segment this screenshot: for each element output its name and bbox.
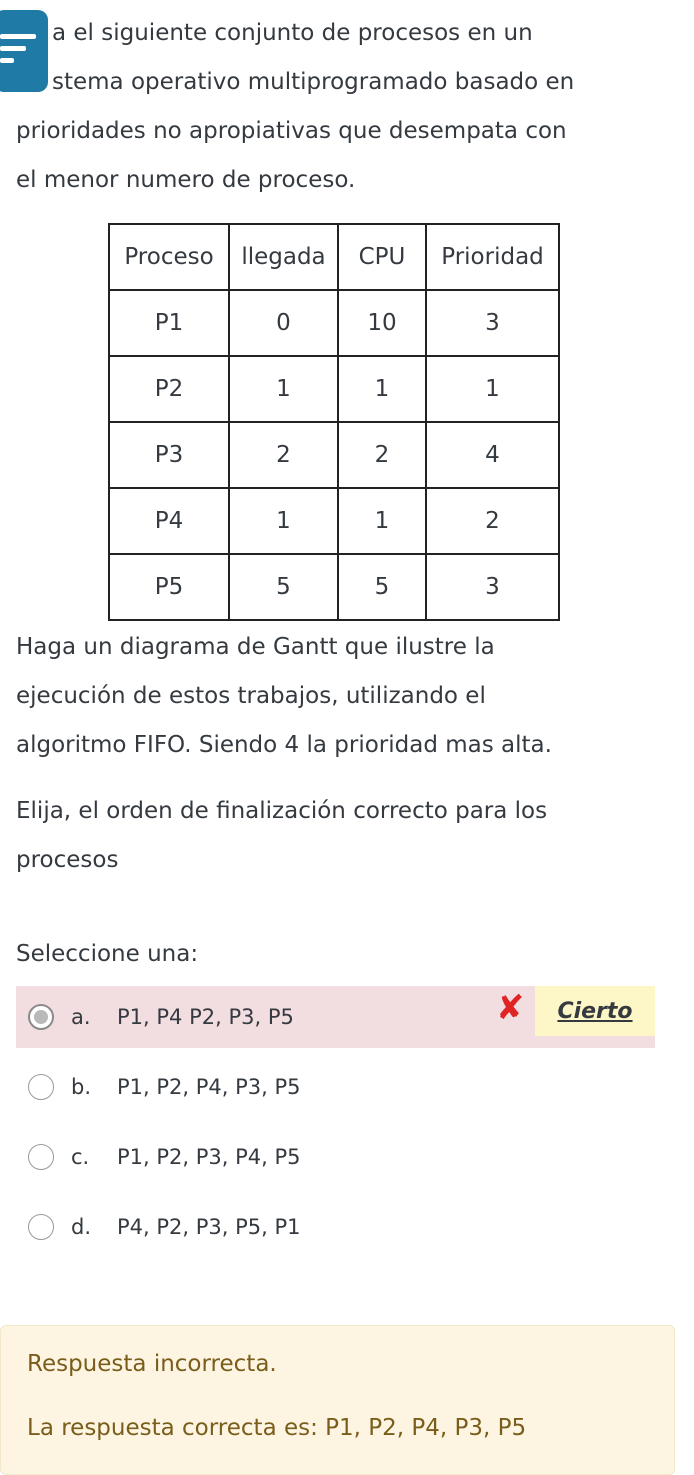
feedback-correct-answer: La respuesta correcta es: P1, P2, P4, P3, P5 <box>27 1415 527 1441</box>
table-cell: P1 <box>109 290 229 356</box>
feedback-panel <box>0 1325 675 1475</box>
table-row <box>109 422 559 488</box>
option-label: P4, P2, P3, P5, P1 <box>117 1215 301 1239</box>
intro-line: stema operativo multiprogramado basado en <box>52 69 575 95</box>
table-row <box>109 290 559 356</box>
drawer-toggle-button[interactable] <box>0 10 48 92</box>
table-cell: 1 <box>426 356 559 422</box>
table-cell: P3 <box>109 422 229 488</box>
radio-button[interactable] <box>28 1144 54 1170</box>
table-cell: 1 <box>338 488 426 554</box>
intro-line: a el siguiente conjunto de procesos en un <box>52 20 533 46</box>
table-row <box>109 488 559 554</box>
table-cell: P4 <box>109 488 229 554</box>
table-cell: 5 <box>229 554 338 620</box>
question-instruction <box>16 623 654 770</box>
answer-options <box>0 986 694 1258</box>
table-cell: 0 <box>229 290 338 356</box>
table-cell: 4 <box>426 422 559 488</box>
question-line: procesos <box>16 847 119 873</box>
option-d[interactable] <box>16 1196 655 1258</box>
radio-button[interactable] <box>28 1074 54 1100</box>
instruction-line: algoritmo FIFO. Siendo 4 la prioridad mas alta. <box>16 732 552 758</box>
table-row <box>109 554 559 620</box>
answer-prompt: Seleccione una: <box>16 941 199 967</box>
column-header: llegada <box>229 224 338 290</box>
table-cell: P2 <box>109 356 229 422</box>
table-cell: 1 <box>229 356 338 422</box>
table-cell: 5 <box>338 554 426 620</box>
column-header: Prioridad <box>426 224 559 290</box>
radio-button-checked[interactable] <box>28 1004 54 1030</box>
option-label: P1, P2, P4, P3, P5 <box>117 1075 301 1099</box>
table-cell: 10 <box>338 290 426 356</box>
table-header-row <box>109 224 559 290</box>
intro-line: prioridades no apropiativas que desempata con <box>16 118 567 144</box>
option-label: P1, P2, P3, P4, P5 <box>117 1145 301 1169</box>
question-intro <box>16 9 654 205</box>
option-letter: a. <box>71 1005 91 1029</box>
intro-line: el menor numero de proceso. <box>16 167 356 193</box>
column-header: Proceso <box>109 224 229 290</box>
instruction-line: Haga un diagrama de Gantt que ilustre la <box>16 634 495 660</box>
option-c[interactable] <box>16 1126 655 1188</box>
feedback-status: Respuesta incorrecta. <box>27 1351 277 1377</box>
option-letter: b. <box>71 1075 92 1099</box>
question-text <box>16 787 654 885</box>
question-line: Elija, el orden de finalización correcto para los <box>16 798 548 824</box>
table-cell: 1 <box>338 356 426 422</box>
table-cell: 2 <box>338 422 426 488</box>
table-cell: 1 <box>229 488 338 554</box>
table-cell: 2 <box>229 422 338 488</box>
column-header: CPU <box>338 224 426 290</box>
table-cell: 3 <box>426 290 559 356</box>
option-b[interactable] <box>16 1056 655 1118</box>
instruction-line: ejecución de estos trabajos, utilizando el <box>16 683 486 709</box>
option-letter: d. <box>71 1215 92 1239</box>
table-row <box>109 356 559 422</box>
option-a[interactable] <box>16 986 655 1048</box>
table-cell: 3 <box>426 554 559 620</box>
table-cell: P5 <box>109 554 229 620</box>
radio-button[interactable] <box>28 1214 54 1240</box>
option-label: P1, P4 P2, P3, P5 <box>117 1005 294 1029</box>
table-cell: 2 <box>426 488 559 554</box>
process-table <box>108 223 560 621</box>
selected-answer-badge: Cierto <box>535 986 655 1036</box>
option-letter: c. <box>71 1145 90 1169</box>
incorrect-x-icon: ✘ <box>496 988 525 1028</box>
